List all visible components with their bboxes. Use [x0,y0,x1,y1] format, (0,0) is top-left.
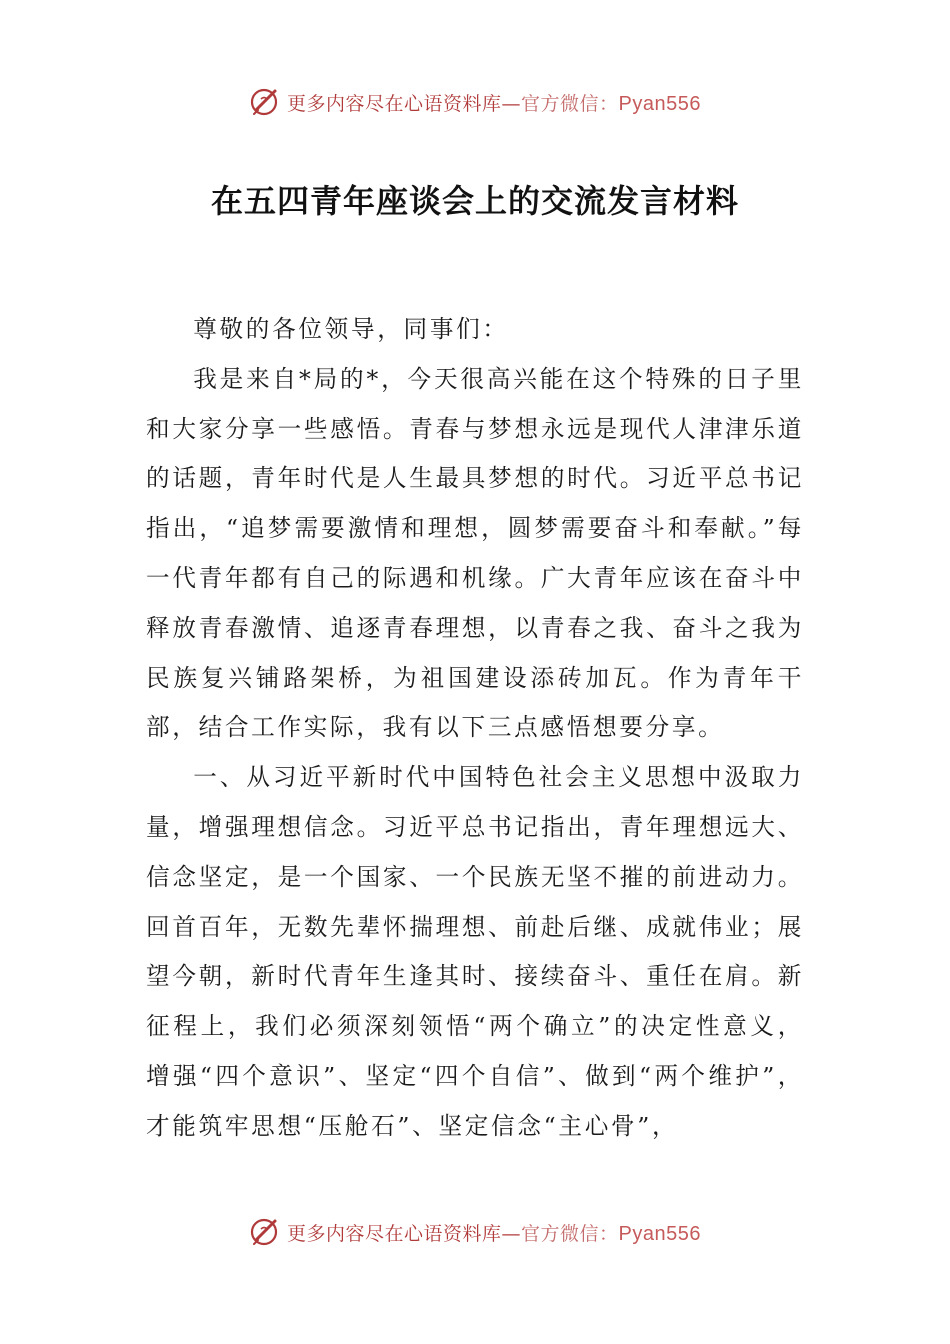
watermark-main: 更多内容尽在心语资料库 [287,92,502,115]
pen-logo-icon [249,1215,283,1249]
watermark-suffix: 官方微信： [521,92,619,115]
watermark-id: Pyan556 [618,92,701,115]
footer-watermark [0,1212,950,1252]
paragraph-intro: 我是来自*局的*，今天很高兴能在这个特殊的日子里和大家分享一些感悟。青春与梦想永远是现代人津津乐道的话题，青年时代是人生最具梦想的时代。习近平总书记指出，“追梦需要激情和理想，圆梦需要奋斗和奉献。”每一代青年都有自己的际遇和机缘。广大青年应该在奋斗中释放青春激情、追逐青春理想，以青春之我、奋斗之我为民族复兴铺路架桥，为祖国建设添砖加瓦。作为青年干部，结合工作实际，我有以下三点感悟想要分享。 [146,364,804,742]
document-title: 在五四青年座谈会上的交流发言材料 [210,182,739,220]
watermark-text [287,89,701,116]
paragraph-point-one: 一、从习近平新时代中国特色社会主义思想中汲取力量，增强理想信念。习近平总书记指出，青年理想远大、信念坚定，是一个国家、一个民族无坚不摧的前进动力。回首百年，无数先辈怀揣理想、前赴后继、成就伟业；展望今朝，新时代青年生逢其时、接续奋斗、重任在肩。新征程上，我们必须深刻领悟“两个确立”的决定性意义，增强“四个意识”、坚定“四个自信”、做到“两个维护”，才能筑牢思想“压舱石”、坚定信念“主心骨”， [146,763,804,1140]
watermark-id: Pyan556 [618,1222,701,1245]
document-body [146,305,804,1152]
salutation: 尊敬的各位领导，同事们： [193,315,509,343]
watermark-text [287,1219,701,1246]
watermark-main: 更多内容尽在心语资料库 [287,1222,502,1245]
header-watermark [0,82,950,122]
pen-logo-icon [249,85,283,119]
watermark-dash: — [501,92,522,115]
watermark-dash: — [501,1222,522,1245]
watermark-suffix: 官方微信： [521,1222,619,1245]
